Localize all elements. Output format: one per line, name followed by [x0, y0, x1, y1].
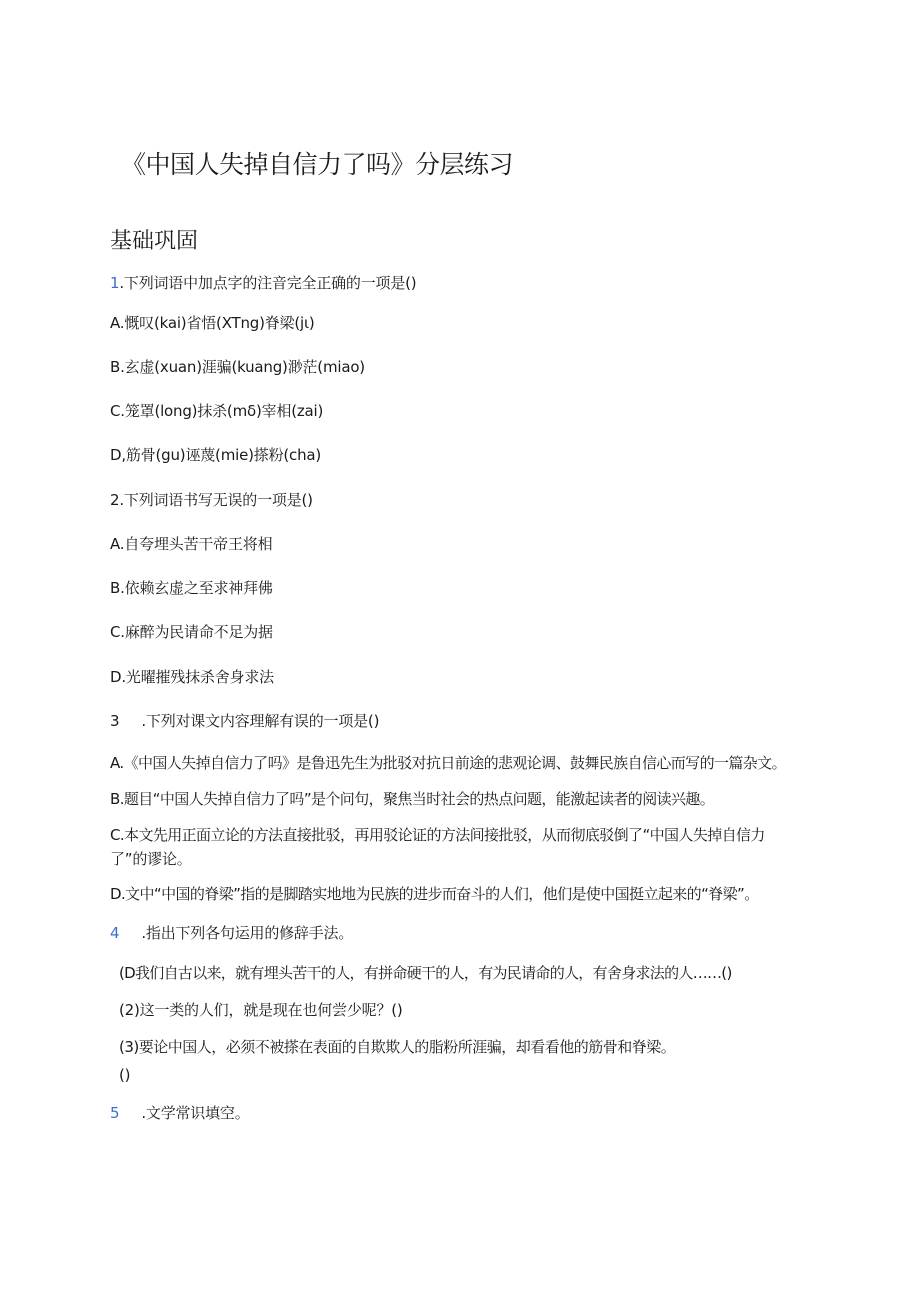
q3-option-c: C.本文先用正面立论的方法直接批驳，再用驳论证的方法间接批驳，从而彻底驳倒了“中国人失掉自信力 [110, 826, 765, 844]
question-3-stem [110, 710, 379, 732]
q4-item-2: (2)这一类的人们，就是现在也何尝少呢？() [119, 1001, 403, 1019]
q2-option-c: C.麻醉为民请命不足为据 [110, 623, 273, 641]
q1-option-d: D,筋骨(gu)诬蔑(mie)搽粉(cha) [110, 446, 322, 464]
question-2-stem: 2.下列词语书写无误的一项是() [110, 491, 313, 509]
q4-item-3: (3)要论中国人，必须不被搽在表面的自欺欺人的脂粉所涯骗，却看看他的筋骨和脊梁。 [119, 1038, 676, 1056]
question-number: 1 [110, 274, 120, 292]
q2-option-d: D.光曜摧残抹杀舍身求法 [110, 668, 274, 686]
question-text: .下列词语中加点字的注音完全正确的一项是() [119, 274, 417, 292]
question-number: 5 [110, 1104, 120, 1122]
q4-item-1: (D我们自古以来，就有埋头苦干的人，有拼命硬干的人，有为民请命的人，有舍身求法的人……() [119, 964, 732, 982]
question-number: 3 [110, 712, 120, 730]
page-title: 《中国人失掉自信力了吗》分层练习 [121, 150, 514, 179]
question-5-stem [110, 1102, 250, 1124]
q3-option-c-continued: 了”的谬论。 [110, 850, 192, 868]
question-text: .指出下列各句运用的修辞手法。 [141, 924, 354, 942]
question-4-stem [110, 922, 353, 944]
q2-option-b: B.依赖玄虚之至求神拜佛 [110, 579, 273, 597]
question-1-stem [110, 272, 416, 294]
q3-option-b: B.题目“中国人失掉自信力了吗”是个问句，聚焦当时社会的热点问题，能激起读者的阅读兴趣。 [110, 790, 715, 808]
question-number: 4 [110, 924, 120, 942]
q4-item-3-answer-blank: () [119, 1066, 131, 1084]
question-text: .下列对课文内容理解有误的一项是() [141, 712, 380, 730]
section-heading: 基础巩固 [110, 229, 199, 254]
q1-option-c: C.笼罩(long)抹杀(mδ)宰相(zai) [110, 402, 324, 420]
q1-option-b: B.玄虚(xuan)涯骗(kuang)渺茫(miao) [110, 358, 365, 376]
question-text: .文学常识填空。 [141, 1104, 250, 1122]
q3-option-d: D.文中“中国的脊梁”指的是脚踏实地地为民族的进步而奋斗的人们，他们是使中国挺立起来的“脊梁”。 [110, 885, 759, 903]
q2-option-a: A.自夸埋头苦干帝王将相 [110, 535, 273, 553]
q1-option-a: A.慨叹(kai)省悟(XTng)脊梁(jι) [110, 314, 315, 332]
q3-option-a: A.《中国人失掉自信力了吗》是鲁迅先生为批驳对抗日前途的悲观论调、鼓舞民族自信心而写的一篇杂文。 [110, 754, 786, 772]
